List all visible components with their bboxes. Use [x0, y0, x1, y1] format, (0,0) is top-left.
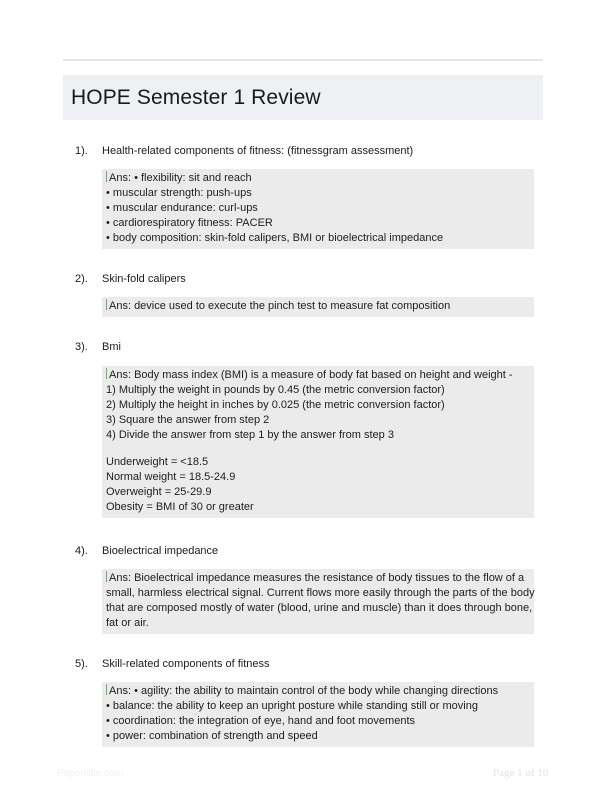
answer-line: • coordination: the integration of eye, hand and foot movements: [106, 715, 415, 727]
answer-line: Ans: device used to execute the pinch test to measure fat composition: [109, 300, 451, 312]
question-number: 2).: [75, 273, 88, 285]
answer-line: • body composition: skin-fold calipers, BMI or bioelectrical impedance: [106, 232, 444, 244]
answer-marker: [106, 571, 107, 582]
answer-line: 1) Multiply the weight in pounds by 0.45 (the metric conversion factor): [106, 384, 445, 396]
question-text: Bioelectrical impedance: [102, 545, 219, 557]
answer-line: Overweight = 25-29.9: [106, 486, 212, 498]
question-number: 3).: [75, 341, 88, 353]
answer-line: 4) Divide the answer from step 1 by the answer from step 3: [106, 429, 394, 441]
answer-line: 3) Square the answer from step 2: [106, 414, 270, 426]
question-text: Skin-fold calipers: [102, 273, 186, 285]
question-number: 4).: [75, 545, 88, 557]
answer-box: [102, 169, 534, 249]
answer-box: [102, 366, 534, 518]
answer-line: Ans: • flexibility: sit and reach: [109, 172, 252, 184]
answer-line: Normal weight = 18.5-24.9: [106, 471, 236, 483]
answer-marker: [106, 299, 107, 310]
answer-line: • muscular endurance: curl-ups: [106, 202, 258, 214]
answer-marker: [106, 171, 107, 182]
page-title: HOPE Semester 1 Review: [71, 86, 321, 109]
answer-line: Ans: • agility: the ability to maintain control of the body while changing directions: [109, 685, 499, 697]
title-banner: [63, 75, 543, 120]
answer-box: [102, 682, 534, 747]
answer-line: Obesity = BMI of 30 or greater: [106, 501, 254, 513]
answer-line: small, harmless electrical signal. Current flows more easily through the parts of the body: [106, 587, 535, 599]
answer-line: Underweight = <18.5: [106, 456, 209, 468]
answer-marker: [106, 684, 107, 695]
answer-line: • balance: the ability to keep an upright posture while standing still or moving: [106, 700, 478, 712]
question-text: Skill-related components of fitness: [102, 658, 270, 670]
page-number: Page 1 of 10: [493, 767, 549, 779]
answer-line: • power: combination of strength and speed: [106, 730, 318, 742]
question-text: Health-related components of fitness: (fitnessgram assessment): [102, 145, 414, 157]
answer-line: that are composed mostly of water (blood, urine and muscle) than it does through bone,: [106, 602, 533, 614]
answer-box: [102, 569, 534, 634]
answer-line: 2) Multiply the height in inches by 0.025 (the metric conversion factor): [106, 399, 445, 411]
answer-line: • muscular strength: push-ups: [106, 187, 252, 199]
answer-box: [102, 297, 534, 317]
answer-line: Ans: Body mass index (BMI) is a measure of body fat based on height and weight -: [109, 369, 513, 381]
footer-watermark: Paperilibe.com: [57, 768, 124, 779]
answer-line: fat or air.: [106, 617, 149, 629]
top-divider: [63, 59, 543, 61]
answer-line: Ans: Bioelectrical impedance measures the resistance of body tissues to the flow of a: [109, 572, 525, 584]
question-text: Bmi: [102, 341, 121, 353]
question-number: 5).: [75, 658, 88, 670]
question-number: 1).: [75, 145, 88, 157]
answer-line: • cardiorespiratory fitness: PACER: [106, 217, 273, 229]
answer-line: [106, 443, 528, 455]
answer-marker: [106, 368, 107, 379]
